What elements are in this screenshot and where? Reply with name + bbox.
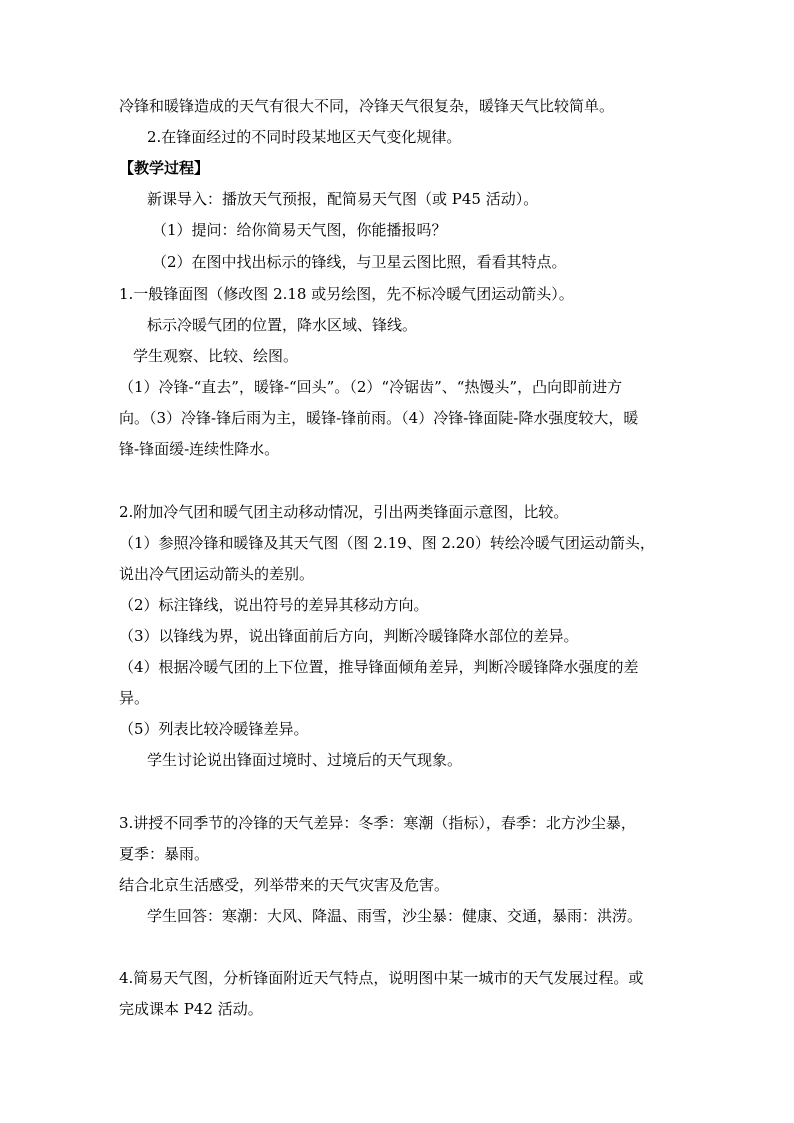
text-line: 标示冷暖气团的位置，降水区域、锋线。 xyxy=(147,316,418,334)
text-line: 冷锋和暖锋造成的天气有很大不同，冷锋天气很复杂，暖锋天气比较简单。 xyxy=(119,97,615,115)
text-line: 2.在锋面经过的不同时段某地区天气变化规律。 xyxy=(147,128,462,146)
text-line: 学生回答：寒潮：大风、降温、雨雪，沙尘暴：健康、交通，暴雨：洪涝。 xyxy=(147,907,643,925)
text-line: 新课导入：播放天气预报，配简易天气图（或 P45 活动）。 xyxy=(147,190,539,208)
text-line: 学生观察、比较、绘图。 xyxy=(133,347,299,365)
text-line: 学生讨论说出锋面过境时、过境后的天气现象。 xyxy=(147,751,463,769)
text-line: 4.简易天气图，分析锋面附近天气特点，说明图中某一城市的天气发展过程。或 xyxy=(119,969,644,987)
text-line: 夏季：暴雨。 xyxy=(119,845,210,863)
text-line: （1）冷锋-“直去”，暖锋-“回头”。（2）“冷锯齿”、“热馒头”，凸向即前进方 xyxy=(119,378,623,396)
text-line: （2）标注锋线，说出符号的差异其移动方向。 xyxy=(119,596,429,614)
text-line: 异。 xyxy=(119,689,150,707)
section-heading: 【教学过程】 xyxy=(119,159,210,177)
text-line: （3）以锋线为界，说出锋面前后方向，判断冷暖锋降水部位的差异。 xyxy=(119,627,579,645)
text-line: 2.附加冷气团和暖气团主动移动情况，引出两类锋面示意图，比较。 xyxy=(119,503,569,521)
text-line: （1）参照冷锋和暖锋及其天气图（图 2.19、图 2.20）转绘冷暖气团运动箭头， xyxy=(119,534,655,552)
text-line: 1.一般锋面图（修改图 2.18 或另绘图，先不标冷暖气团运动箭头）。 xyxy=(119,285,574,303)
text-line: （4）根据冷暖气团的上下位置，推导锋面倾角差异，判断冷暖锋降水强度的差 xyxy=(119,658,639,676)
text-line: （5）列表比较冷暖锋差异。 xyxy=(119,720,309,738)
text-line: 完成课本 P42 活动。 xyxy=(119,1000,263,1018)
text-line: 说出冷气团运动箭头的差别。 xyxy=(119,565,315,583)
text-line: 锋-锋面缓-连续性降水。 xyxy=(119,440,280,458)
text-line: （1）提问：给你简易天气图，你能播报吗？ xyxy=(152,221,447,239)
text-line: 结合北京生活感受，列举带来的天气灾害及危害。 xyxy=(119,876,450,894)
text-line: 3.讲授不同季节的冷锋的天气差异：冬季：寒潮（指标），春季：北方沙尘暴， xyxy=(119,814,636,832)
text-line: 向。（3）冷锋-锋后雨为主，暖锋-锋前雨。（4）冷锋-锋面陡-降水强度较大，暖 xyxy=(119,409,639,427)
text-line: （2）在图中找出标示的锋线，与卫星云图比照，看看其特点。 xyxy=(152,253,567,271)
